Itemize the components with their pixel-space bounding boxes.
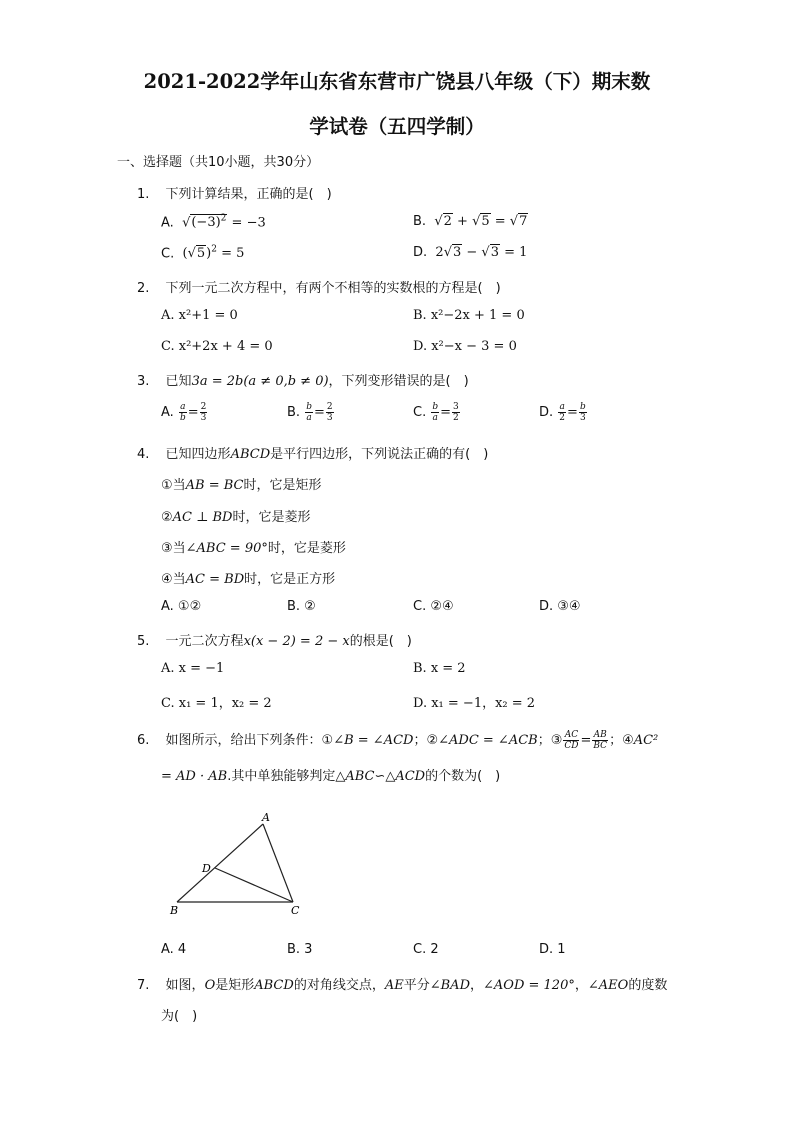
fraction: $\frac{a}{2}$ (559, 402, 566, 423)
q4-option-a[interactable]: A. ①② (161, 599, 202, 614)
fraction: $\frac{a}{b}$ (179, 402, 186, 423)
stem-math: ∠AEO (587, 978, 629, 993)
question-stem-text: 的对角线交点， (293, 978, 385, 993)
statement-text: 时，它是正方形 (244, 572, 336, 587)
question-stem-text: 如图， (165, 978, 205, 993)
question-7 (137, 974, 667, 993)
option-label: C. (413, 405, 427, 420)
statement-math: AC = BD (185, 572, 245, 587)
q4-statement-1 (161, 474, 322, 493)
q6-option-a[interactable]: A. 4 (161, 942, 187, 957)
statement-math: AC ⊥ BD (172, 510, 233, 525)
q3-option-b[interactable] (287, 402, 335, 423)
statement-text: ④当 (161, 572, 186, 587)
stem-math: ∠AOD = 120° (483, 978, 575, 993)
option-label: B. (413, 214, 427, 229)
statement-text: ② (161, 510, 173, 525)
question-stem-math: ABCD (230, 447, 271, 462)
q4-option-c[interactable]: C. ②④ (413, 599, 454, 614)
stem-math: ABCD (254, 978, 294, 993)
q5-option-b[interactable]: B. x = 2 (413, 661, 466, 676)
separator: ；② (413, 733, 439, 748)
option-label: D. (539, 405, 554, 420)
q2-option-d[interactable]: D. x²−x − 3 = 0 (413, 339, 517, 354)
triangle-figure (165, 808, 315, 920)
q6-option-c[interactable]: C. 2 (413, 942, 439, 957)
question-stem-text: 的个数为( ) (425, 769, 501, 784)
exam-title-line2: 学试卷（五四学制） (309, 115, 485, 138)
fraction: $\frac{AB}{BC}$ (593, 730, 608, 751)
question-number: 7. (137, 978, 150, 993)
question-stem-math: 3a = 2b(a ≠ 0,b ≠ 0) (191, 374, 329, 389)
question-stem-math: x(x − 2) = 2 − x (243, 634, 350, 649)
option-math: √2 + √5 = √7 (430, 214, 528, 229)
q1-option-b[interactable] (413, 214, 528, 229)
question-5 (137, 630, 412, 649)
condition-math: ∠ADC = ∠ACB (438, 733, 538, 748)
question-number: 4. (137, 447, 150, 462)
q5-option-c[interactable]: C. x₁ = 1，x₂ = 2 (161, 696, 272, 711)
condition-math: AC² (633, 733, 659, 748)
option-label: B. (287, 405, 301, 420)
statement-math: AB = BC (185, 478, 244, 493)
statement-text: 时，它是菱形 (267, 541, 346, 556)
option-math: $√(-3)^2 = -3$ (177, 214, 266, 231)
question-stem-text: 平分 (403, 978, 430, 993)
fraction: $\frac{3}{2}$ (453, 402, 459, 423)
statement-math: ∠ABC = 90° (185, 541, 268, 556)
fraction: $\frac{2}{3}$ (326, 402, 333, 423)
q3-option-c[interactable] (413, 402, 461, 423)
question-3 (137, 370, 469, 389)
question-number: 3. (137, 374, 150, 389)
stem-math: ∠BAD (429, 978, 470, 993)
question-stem-text: ，下列变形错误的是( ) (328, 374, 469, 389)
fraction: $\frac{2}{3}$ (200, 402, 207, 423)
equals: = (440, 405, 452, 420)
equals: = (580, 733, 592, 748)
condition-math: ∠B = ∠ACD (333, 733, 414, 748)
q4-statement-3 (161, 537, 346, 556)
question-7-line2: 为( ) (161, 1009, 198, 1024)
equals: = (567, 405, 578, 420)
q1-option-c[interactable] (161, 245, 244, 261)
q2-option-a[interactable]: A. x²+1 = 0 (161, 308, 238, 323)
question-stem-text: 是矩形 (215, 978, 255, 993)
label-a: A (262, 811, 270, 824)
q2-option-c[interactable]: C. x²+2x + 4 = 0 (161, 339, 273, 354)
fraction: $\frac{b}{3}$ (579, 402, 586, 423)
q2-option-b[interactable]: B. x²−2x + 1 = 0 (413, 308, 525, 323)
q1-option-d[interactable] (413, 245, 527, 260)
statement-text: ①当 (161, 478, 186, 493)
option-label: C. (161, 246, 175, 262)
question-stem-text: .其中单独能够判定 (227, 769, 336, 784)
question-stem-text: ， (470, 978, 484, 993)
question-stem-text: 的度数 (628, 978, 668, 993)
question-stem-text: 已知四边形 (165, 447, 231, 462)
statement-text: ③当 (161, 541, 186, 556)
similarity-math: △ABC∽△ACD (335, 769, 426, 784)
question-2 (137, 277, 501, 296)
separator: ；③ (537, 733, 563, 748)
exam-title-line1: 2021-2022学年山东省东营市广饶县八年级（下）期末数 (143, 70, 651, 93)
question-stem: 下列计算结果，正确的是( ) (165, 187, 332, 202)
question-stem-text: 如图所示，给出下列条件：① (165, 733, 334, 748)
option-math: $(√5)^2 = 5$ (178, 245, 245, 262)
option-math: 2√3 − √3 = 1 (431, 245, 528, 260)
q6-option-b[interactable]: B. 3 (287, 942, 313, 957)
q4-option-d[interactable]: D. ③④ (539, 599, 581, 614)
q5-option-a[interactable]: A. x = −1 (161, 661, 225, 676)
fraction: $\frac{b}{a}$ (306, 402, 312, 423)
question-number: 6. (137, 733, 150, 748)
option-label: A. (161, 405, 174, 420)
fraction: $\frac{AC}{CD}$ (564, 730, 579, 751)
question-6 (137, 729, 658, 751)
condition-math: = AD · AB (161, 769, 228, 784)
question-stem-text: ， (574, 978, 588, 993)
question-stem-text: 已知 (165, 374, 192, 389)
q5-option-d[interactable]: D. x₁ = −1，x₂ = 2 (413, 696, 536, 711)
question-stem: 下列一元二次方程中，有两个不相等的实数根的方程是( ) (165, 281, 501, 296)
question-stem-text: 是平行四边形，下列说法正确的有( ) (270, 447, 489, 462)
section-heading: 一、选择题（共10小题，共30分） (117, 155, 320, 170)
q4-statement-2 (161, 506, 310, 525)
equals: = (187, 405, 199, 420)
q6-option-d[interactable]: D. 1 (539, 942, 566, 957)
q1-option-a[interactable] (161, 214, 266, 230)
separator: ；④ (609, 733, 634, 748)
question-number: 1. (137, 187, 150, 202)
question-6-line2 (161, 765, 500, 784)
q4-statement-4 (161, 568, 335, 587)
label-d: D (202, 862, 211, 875)
statement-text: 时，它是矩形 (243, 478, 322, 493)
label-c: C (291, 904, 300, 917)
option-label: D. (413, 245, 428, 260)
question-number: 2. (137, 281, 150, 296)
fraction: $\frac{b}{a}$ (432, 402, 439, 423)
question-stem-text: 的根是( ) (349, 634, 412, 649)
q3-option-d[interactable] (539, 402, 588, 423)
question-stem-text: 一元二次方程 (165, 634, 244, 649)
statement-text: 时，它是菱形 (232, 510, 311, 525)
equals: = (313, 405, 325, 420)
question-number: 5. (137, 634, 150, 649)
q4-option-b[interactable]: B. ② (287, 599, 316, 614)
side-ba (177, 824, 263, 902)
option-label: A. (161, 215, 174, 231)
stem-math: O (204, 978, 216, 993)
stem-math: AE (384, 978, 404, 993)
question-1 (137, 183, 332, 202)
q3-option-a[interactable] (161, 402, 208, 423)
question-4 (137, 443, 488, 462)
label-b: B (170, 904, 179, 917)
